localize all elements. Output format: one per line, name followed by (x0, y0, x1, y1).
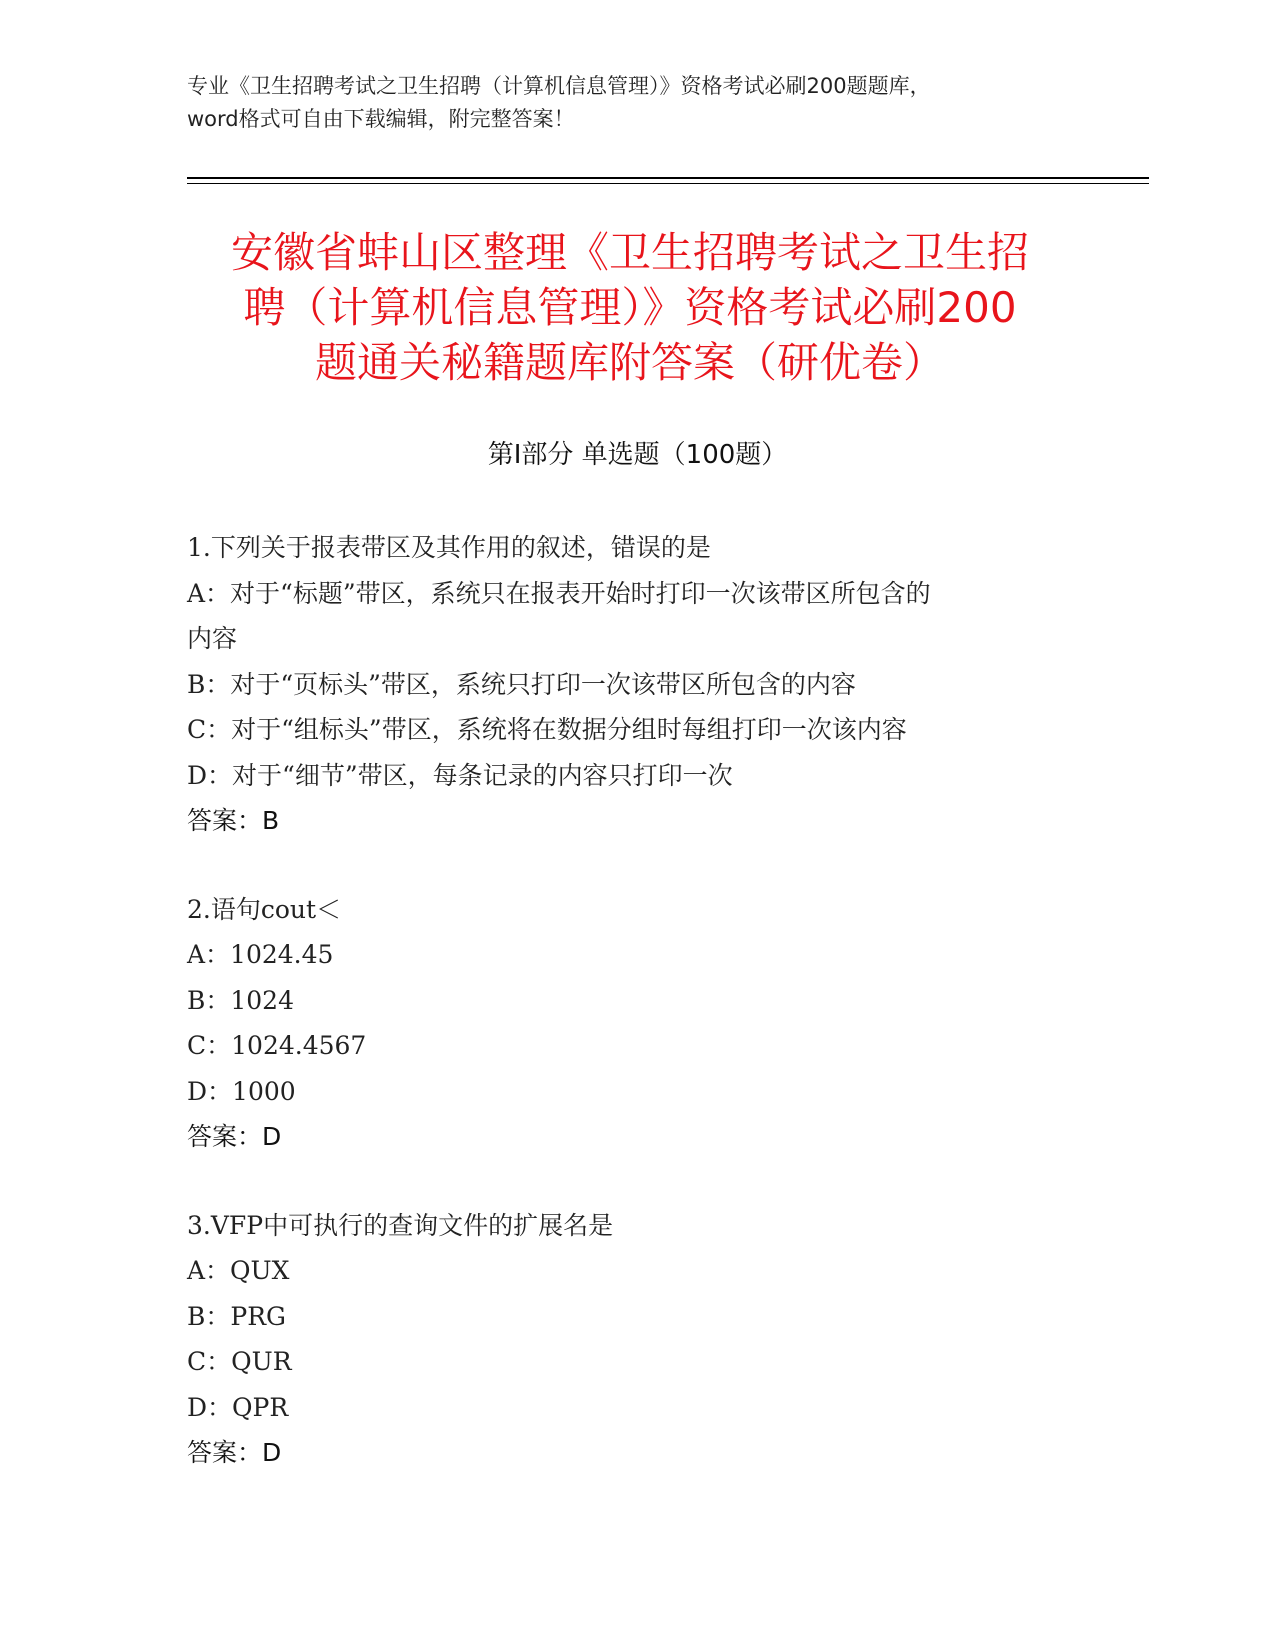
document-header (187, 70, 1087, 136)
option-c: C：QUR (187, 1347, 292, 1376)
option-b: B：1024 (187, 985, 294, 1015)
option-b: B：对于“页标头”带区，系统只打印一次该带区所包含的内容 (187, 669, 856, 699)
question-stem: 2.语句cout＜ (187, 894, 342, 924)
option-d: D：1000 (187, 1076, 296, 1106)
question-stem: 1.下列关于报表带区及其作用的叙述，错误的是 (187, 533, 711, 562)
question-3 (187, 1203, 1087, 1476)
answer: 答案：B (187, 806, 280, 835)
answer: 答案：D (187, 1438, 282, 1467)
header-line-1: 专业《卫生招聘考试之卫生招聘（计算机信息管理）》资格考试必刷200题题库， (187, 74, 931, 98)
question-2 (187, 887, 1087, 1160)
option-a-continued: 内容 (187, 624, 238, 653)
question-list (187, 525, 1087, 1519)
option-d: D：对于“细节”带区，每条记录的内容只打印一次 (187, 760, 733, 790)
answer: 答案：D (187, 1122, 282, 1151)
option-d: D：QPR (187, 1392, 289, 1422)
option-c: C：1024.4567 (187, 1031, 367, 1060)
document-title (160, 225, 1100, 390)
option-a: A：对于“标题”带区，系统只在报表开始时打印一次该带区所包含的 (187, 578, 931, 608)
option-b: B：PRG (187, 1301, 286, 1331)
option-c: C：对于“组标头”带区，系统将在数据分组时每组打印一次该内容 (187, 715, 907, 744)
title-line-2: 聘（计算机信息管理）》资格考试必刷200 (243, 283, 1017, 332)
header-rule-thick (187, 177, 1149, 179)
option-a: A：QUX (187, 1256, 290, 1285)
question-stem: 3.VFP中可执行的查询文件的扩展名是 (187, 1210, 614, 1240)
header-rule-thin (187, 183, 1149, 184)
title-line-3: 题通关秘籍题库附答案（研优卷） (314, 338, 945, 387)
question-1 (187, 525, 1087, 844)
section-title: 第Ⅰ部分 单选题（100题） (487, 440, 788, 470)
option-a: A：1024.45 (187, 940, 334, 969)
title-line-1: 安徽省蚌山区整理《卫生招聘考试之卫生招 (230, 228, 1029, 277)
header-line-2: word格式可自由下载编辑，附完整答案！ (187, 107, 575, 131)
